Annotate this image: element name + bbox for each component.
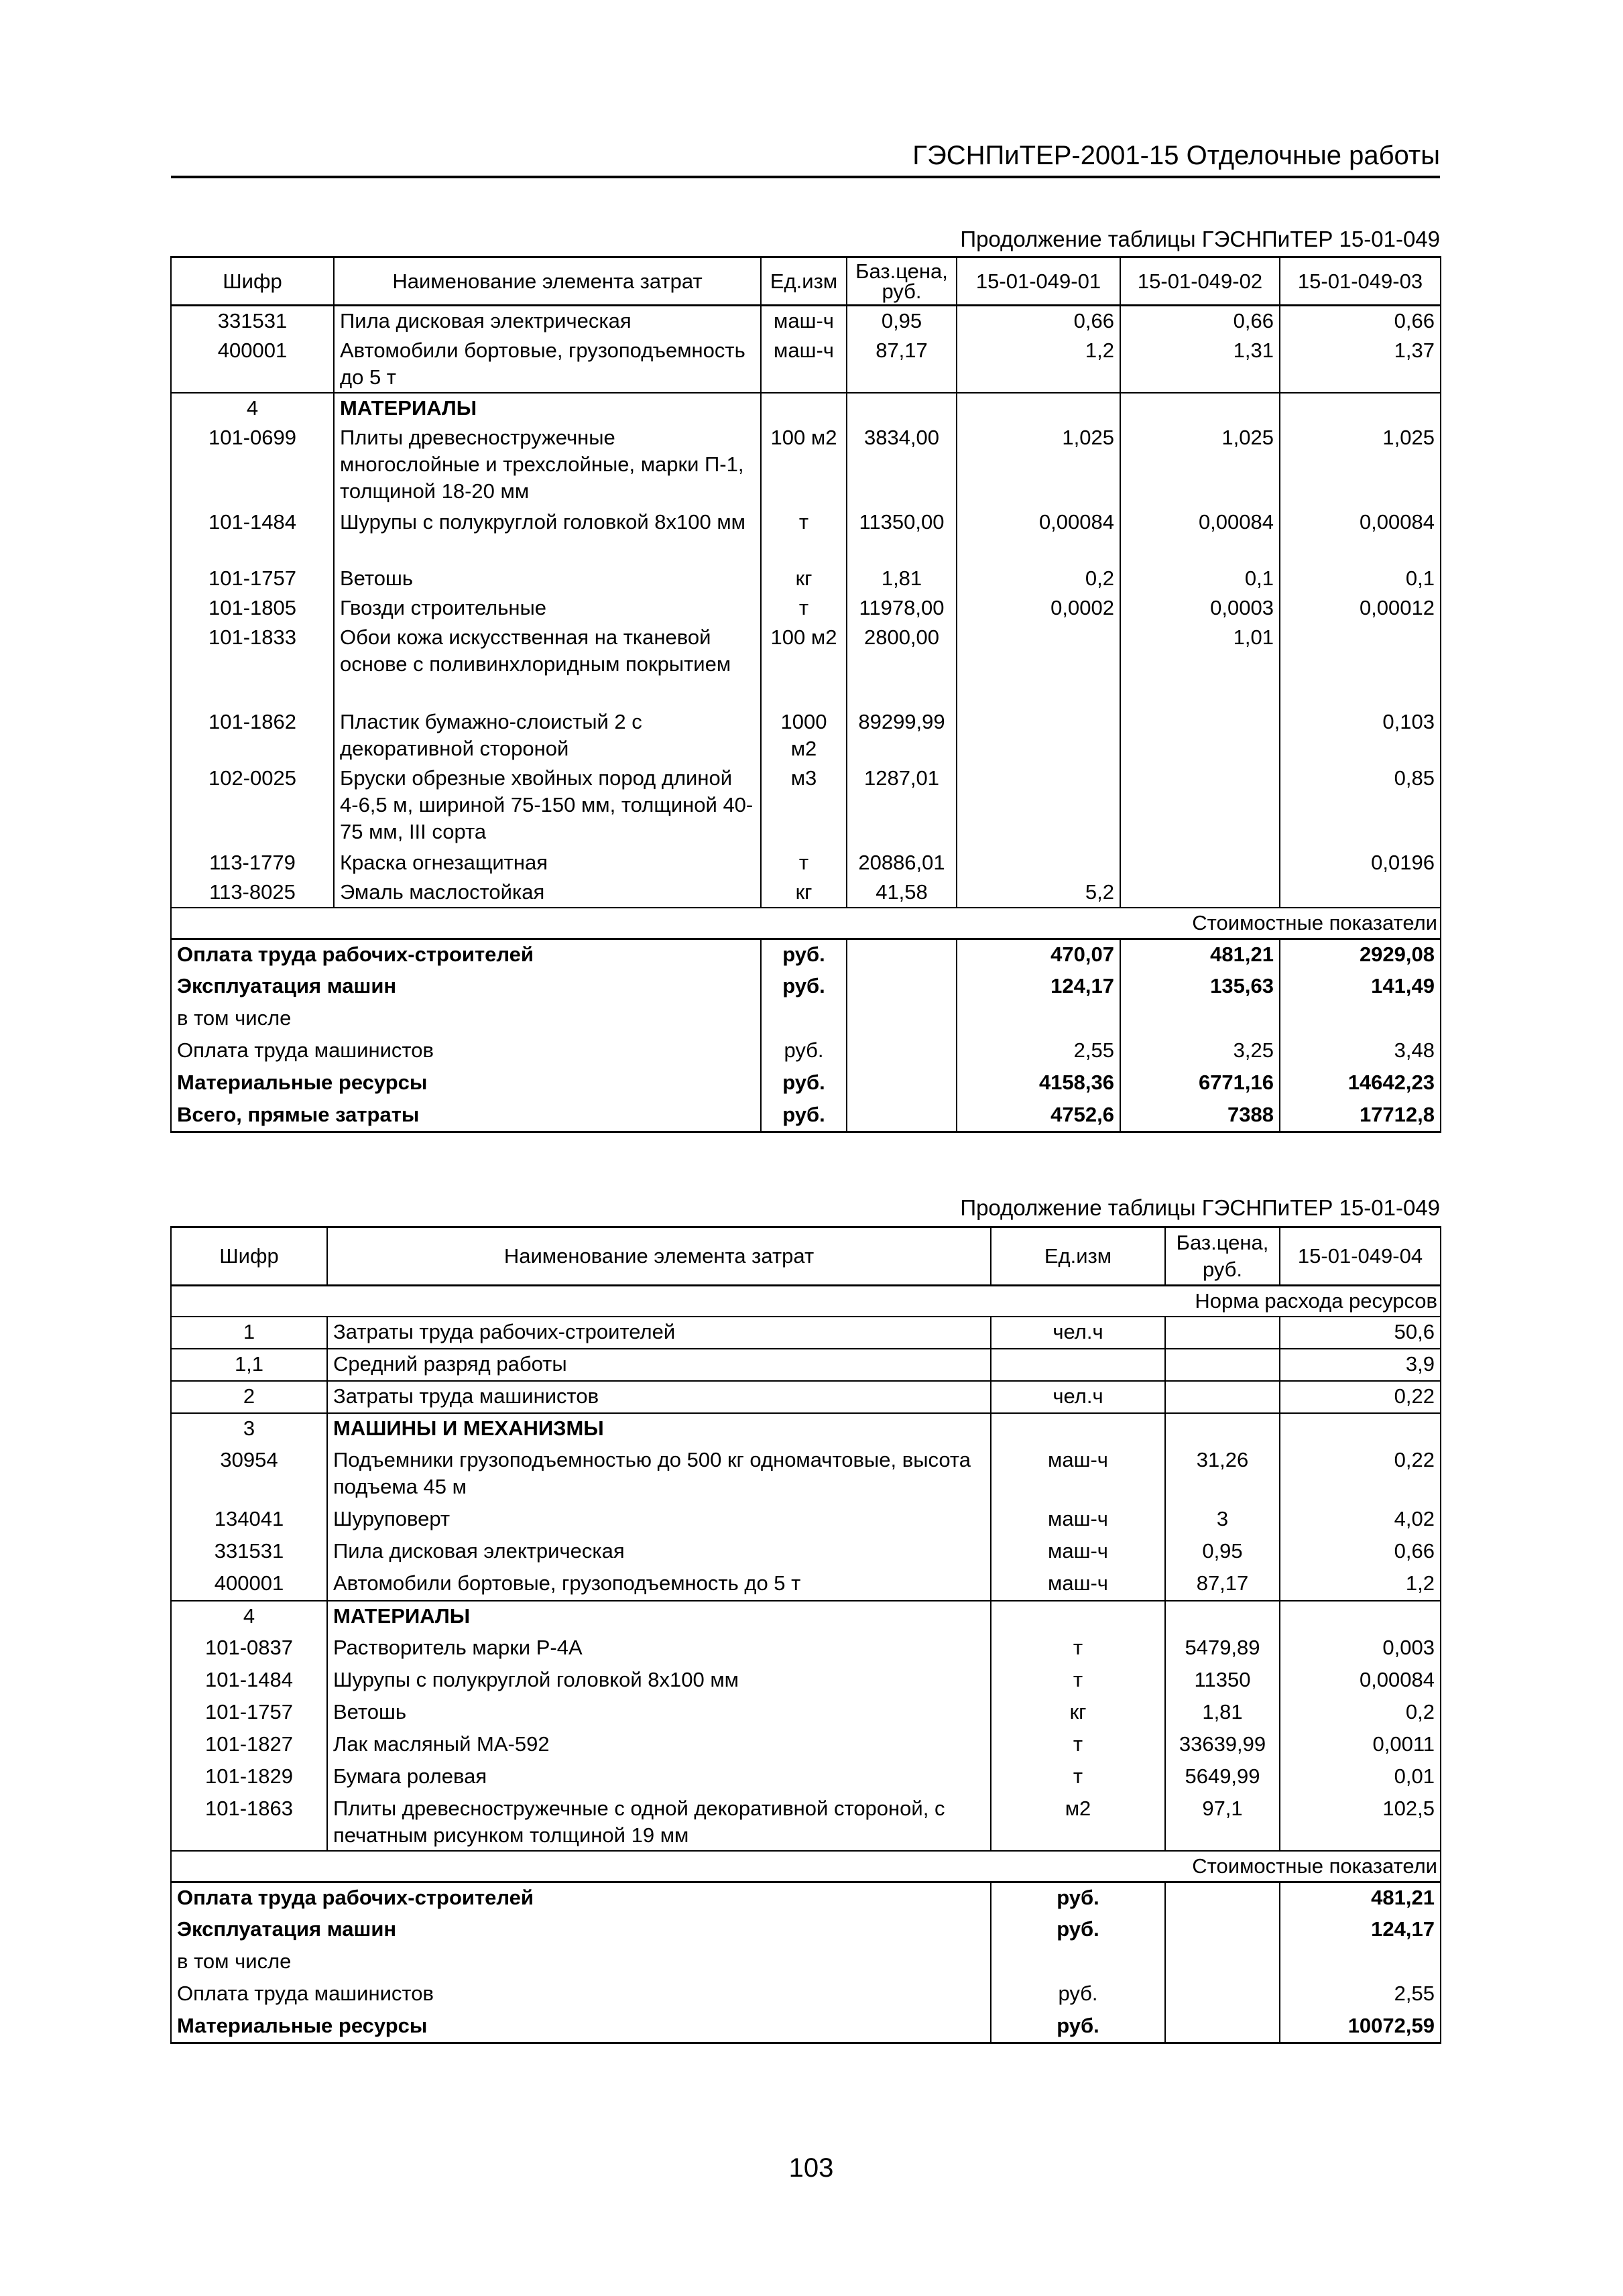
row-name: Автомобили бортовые, грузоподъемность до 5 т [327,1569,991,1601]
summary-value-01: 4752,6 [957,1100,1120,1132]
table-header-row [171,1227,1441,1286]
summary-price [847,1068,957,1100]
row-value-02: 1,31 [1120,336,1280,393]
row-price: 11978,00 [847,593,957,623]
row-name: Ветошь [334,564,761,593]
table-row [171,1349,1441,1381]
row-unit: т [991,1762,1165,1794]
row-name: Средний разряд работы [327,1349,991,1381]
row-value-03: 0,0196 [1280,848,1441,878]
row-price: 2800,00 [847,623,957,707]
row-code: 331531 [171,306,334,337]
row-code: 101-1827 [171,1730,327,1762]
table-row [171,423,1441,507]
row-code: 101-1863 [171,1794,327,1851]
row-price: 97,1 [1165,1794,1280,1851]
summary-unit: руб. [761,1100,847,1132]
row-unit [761,393,847,423]
row-value-02: 0,66 [1120,306,1280,337]
row-value-04: 102,5 [1280,1794,1441,1851]
cost-banner-row [171,908,1441,939]
row-value-03: 0,1 [1280,564,1441,593]
row-price: 0,95 [1165,1536,1280,1569]
row-value-04: 50,6 [1280,1317,1441,1349]
row-name: Бумага ролевая [327,1762,991,1794]
row-value-03: 0,66 [1280,306,1441,337]
summary-price [847,939,957,971]
row-unit [991,1349,1165,1381]
table-row [171,1536,1441,1569]
row-unit: маш-ч [991,1504,1165,1536]
table-row [171,1762,1441,1794]
row-value-04: 4,02 [1280,1504,1441,1536]
table-header-row [171,257,1441,306]
row-value-03: 1,025 [1280,423,1441,507]
summary-row [171,971,1441,1004]
summary-label: Оплата труда машинистов [171,1036,761,1068]
table-row [171,1601,1441,1633]
table-row [171,1413,1441,1445]
row-code: 101-1805 [171,593,334,623]
row-code: 400001 [171,336,334,393]
summary-row [171,1004,1441,1036]
row-unit: т [991,1633,1165,1665]
table-row [171,878,1441,908]
row-unit: кг [761,878,847,908]
row-name: Затраты труда машинистов [327,1381,991,1413]
row-price: 3834,00 [847,423,957,507]
table-row [171,306,1441,337]
row-value-01: 0,2 [957,564,1120,593]
row-code: 101-1484 [171,1665,327,1697]
row-value-03: 0,85 [1280,764,1441,848]
table2-caption: Продолжение таблицы ГЭСНПиТЕР 15-01-049 [960,1195,1440,1220]
row-value-04 [1280,1601,1441,1633]
row-value-03: 0,00084 [1280,507,1441,564]
summary-label: Эксплуатация машин [171,1915,991,1947]
row-value-04: 3,9 [1280,1349,1441,1381]
row-value-03: 1,37 [1280,336,1441,393]
col-header-price: Баз.цена, руб. [847,257,957,306]
row-price: 89299,99 [847,707,957,764]
col-header-name: Наименование элемента затрат [334,257,761,306]
row-name: Бруски обрезные хвойных пород длиной 4-6,5 м, шириной 75-150 мм, толщиной 40-75 мм, III сорта [334,764,761,848]
summary-value-03: 3,48 [1280,1036,1441,1068]
row-code: 113-1779 [171,848,334,878]
summary-price [847,1036,957,1068]
row-code: 3 [171,1413,327,1445]
summary-value-02 [1120,1004,1280,1036]
row-unit: т [761,593,847,623]
row-unit: маш-ч [991,1445,1165,1504]
row-unit: 100 м2 [761,423,847,507]
row-name: Плиты древесностружечные многослойные и трехслойные, марки П-1, толщиной 18-20 мм [334,423,761,507]
row-price: 87,17 [847,336,957,393]
summary-price [1165,2011,1280,2043]
row-value-04: 0,66 [1280,1536,1441,1569]
summary-row [171,1036,1441,1068]
summary-row [171,1915,1441,1947]
row-name: Шурупы с полукруглой головкой 8х100 мм [327,1665,991,1697]
table-row [171,593,1441,623]
row-value-01: 0,66 [957,306,1120,337]
summary-unit: руб. [991,1979,1165,2011]
row-value-03: 0,00012 [1280,593,1441,623]
col-header-15-01-049-02: 15-01-049-02 [1120,257,1280,306]
row-value-03 [1280,393,1441,423]
row-value-02 [1120,707,1280,764]
summary-value-04: 124,17 [1280,1915,1441,1947]
row-price: 1,81 [847,564,957,593]
row-code: 113-8025 [171,878,334,908]
row-price [1165,1381,1280,1413]
page-number: 103 [788,2153,834,2183]
table-row [171,1381,1441,1413]
summary-value-01: 4158,36 [957,1068,1120,1100]
row-name: Гвозди строительные [334,593,761,623]
summary-unit: руб. [991,1915,1165,1947]
row-value-01: 5,2 [957,878,1120,908]
table-row [171,623,1441,707]
row-value-01 [957,623,1120,707]
table-row [171,507,1441,564]
row-price: 33639,99 [1165,1730,1280,1762]
summary-label: в том числе [171,1947,991,1979]
row-unit: 100 м2 [761,623,847,707]
row-unit: м2 [991,1794,1165,1851]
cost-banner-row [171,1851,1441,1882]
row-unit: чел.ч [991,1317,1165,1349]
row-code: 101-1833 [171,623,334,707]
row-price: 41,58 [847,878,957,908]
table-row [171,1697,1441,1730]
row-price: 87,17 [1165,1569,1280,1601]
summary-unit [991,1947,1165,1979]
row-unit: кг [761,564,847,593]
summary-price [1165,1882,1280,1915]
row-value-01 [957,393,1120,423]
row-code: 101-1484 [171,507,334,564]
summary-value-04: 481,21 [1280,1882,1441,1915]
summary-value-02: 7388 [1120,1100,1280,1132]
row-unit: чел.ч [991,1381,1165,1413]
row-price: 0,95 [847,306,957,337]
summary-price [1165,1915,1280,1947]
row-unit: 1000 м2 [761,707,847,764]
table-row [171,1445,1441,1504]
table-row [171,707,1441,764]
row-value-03: 0,103 [1280,707,1441,764]
row-value-01: 0,00084 [957,507,1120,564]
row-unit: маш-ч [991,1536,1165,1569]
row-price: 11350,00 [847,507,957,564]
row-price: 31,26 [1165,1445,1280,1504]
col-header-unit: Ед.изм [761,257,847,306]
row-name: Шурупы с полукруглой головкой 8х100 мм [334,507,761,564]
row-code: 101-1829 [171,1762,327,1794]
summary-value-01: 124,17 [957,971,1120,1004]
col-header-15-01-049-04: 15-01-049-04 [1280,1227,1441,1286]
table-row [171,764,1441,848]
row-price: 11350 [1165,1665,1280,1697]
row-value-01 [957,707,1120,764]
col-header-15-01-049-03: 15-01-049-03 [1280,257,1441,306]
norm-banner-row [171,1286,1441,1317]
row-unit: т [761,848,847,878]
row-name: Эмаль маслостойкая [334,878,761,908]
row-code: 4 [171,1601,327,1633]
row-price: 1,81 [1165,1697,1280,1730]
table-row [171,1794,1441,1851]
row-name: Лак масляный МА-592 [327,1730,991,1762]
row-price: 5649,99 [1165,1762,1280,1794]
row-name: МАТЕРИАЛЫ [334,393,761,423]
summary-value-03: 14642,23 [1280,1068,1441,1100]
row-name: Шуруповерт [327,1504,991,1536]
summary-row [171,1068,1441,1100]
summary-unit [761,1004,847,1036]
row-value-04 [1280,1413,1441,1445]
row-unit: маш-ч [991,1569,1165,1601]
row-value-02 [1120,848,1280,878]
norm-banner: Норма расхода ресурсов [171,1286,1441,1317]
table-row [171,393,1441,423]
summary-row [171,939,1441,971]
row-code: 1 [171,1317,327,1349]
table-row [171,1633,1441,1665]
row-name: Пила дисковая электрическая [334,306,761,337]
summary-unit: руб. [991,2011,1165,2043]
table-row [171,1317,1441,1349]
row-price [1165,1317,1280,1349]
summary-unit: руб. [761,1036,847,1068]
col-header-code: Шифр [171,257,334,306]
summary-label: Всего, прямые затраты [171,1100,761,1132]
row-code: 400001 [171,1569,327,1601]
row-unit: маш-ч [761,306,847,337]
row-unit [991,1601,1165,1633]
running-header: ГЭСНПиТЕР-2001-15 Отделочные работы [912,141,1440,170]
summary-value-02: 3,25 [1120,1036,1280,1068]
summary-value-01: 470,07 [957,939,1120,971]
row-unit: т [761,507,847,564]
row-code: 2 [171,1381,327,1413]
summary-label: Эксплуатация машин [171,971,761,1004]
summary-value-04: 10072,59 [1280,2011,1441,2043]
row-unit: кг [991,1697,1165,1730]
row-value-03 [1280,878,1441,908]
summary-unit: руб. [761,1068,847,1100]
summary-value-03 [1280,1004,1441,1036]
summary-value-03: 17712,8 [1280,1100,1441,1132]
summary-price [1165,1947,1280,1979]
row-value-02 [1120,393,1280,423]
row-value-04: 0,22 [1280,1445,1441,1504]
summary-row [171,1100,1441,1132]
row-value-04: 0,003 [1280,1633,1441,1665]
row-unit: т [991,1730,1165,1762]
summary-label: в том числе [171,1004,761,1036]
summary-row [171,1882,1441,1915]
row-value-02 [1120,878,1280,908]
summary-price [847,1100,957,1132]
row-name: Плиты древесностружечные с одной декоративной стороной, с печатным рисунком толщиной 19 мм [327,1794,991,1851]
row-code: 1,1 [171,1349,327,1381]
header-rule [171,176,1440,178]
col-header-name: Наименование элемента затрат [327,1227,991,1286]
row-value-02: 1,01 [1120,623,1280,707]
row-name: Обои кожа искусственная на тканевой основе с поливинхлоридным покрытием [334,623,761,707]
summary-price [1165,1979,1280,2011]
summary-row [171,2011,1441,2043]
summary-unit: руб. [761,971,847,1004]
summary-value-02: 135,63 [1120,971,1280,1004]
row-price [1165,1413,1280,1445]
summary-value-04 [1280,1947,1441,1979]
cost-banner: Стоимостные показатели [171,1851,1441,1882]
col-header-unit: Ед.изм [991,1227,1165,1286]
row-price: 5479,89 [1165,1633,1280,1665]
row-name: Подъемники грузоподъемностью до 500 кг одномачтовые, высота подъема 45 м [327,1445,991,1504]
row-code: 101-0699 [171,423,334,507]
col-header-15-01-049-01: 15-01-049-01 [957,257,1120,306]
row-unit: м3 [761,764,847,848]
row-value-02: 0,0003 [1120,593,1280,623]
summary-value-01: 2,55 [957,1036,1120,1068]
row-price [847,393,957,423]
row-value-02: 0,1 [1120,564,1280,593]
table-row [171,564,1441,593]
row-value-01: 1,2 [957,336,1120,393]
row-unit: т [991,1665,1165,1697]
summary-label: Материальные ресурсы [171,2011,991,2043]
row-name: МАТЕРИАЛЫ [327,1601,991,1633]
row-value-04: 0,01 [1280,1762,1441,1794]
row-name: Автомобили бортовые, грузоподъемность до 5 т [334,336,761,393]
row-value-04: 0,2 [1280,1697,1441,1730]
table1-caption: Продолжение таблицы ГЭСНПиТЕР 15-01-049 [960,227,1440,251]
row-price: 20886,01 [847,848,957,878]
summary-label: Материальные ресурсы [171,1068,761,1100]
row-value-03 [1280,623,1441,707]
row-unit: маш-ч [761,336,847,393]
table-row [171,848,1441,878]
row-value-02: 1,025 [1120,423,1280,507]
table-row [171,1504,1441,1536]
summary-value-04: 2,55 [1280,1979,1441,2011]
summary-value-02: 6771,16 [1120,1068,1280,1100]
summary-row [171,1947,1441,1979]
row-value-04: 0,22 [1280,1381,1441,1413]
cost-banner: Стоимостные показатели [171,908,1441,939]
summary-price [847,971,957,1004]
summary-row [171,1979,1441,2011]
table-row [171,1730,1441,1762]
summary-value-03: 2929,08 [1280,939,1441,971]
row-price: 3 [1165,1504,1280,1536]
cost-table-1 [170,256,1441,1133]
table-row [171,336,1441,393]
table-row [171,1665,1441,1697]
summary-value-01 [957,1004,1120,1036]
row-value-04: 1,2 [1280,1569,1441,1601]
row-code: 4 [171,393,334,423]
row-value-01 [957,848,1120,878]
row-name: Затраты труда рабочих-строителей [327,1317,991,1349]
row-code: 101-1757 [171,1697,327,1730]
row-price [1165,1349,1280,1381]
row-code: 331531 [171,1536,327,1569]
row-value-01: 0,0002 [957,593,1120,623]
summary-unit: руб. [761,939,847,971]
row-value-04: 0,0011 [1280,1730,1441,1762]
summary-label: Оплата труда рабочих-строителей [171,1882,991,1915]
row-value-02: 0,00084 [1120,507,1280,564]
row-value-01: 1,025 [957,423,1120,507]
row-code: 101-1862 [171,707,334,764]
summary-value-02: 481,21 [1120,939,1280,971]
summary-unit: руб. [991,1882,1165,1915]
row-price [1165,1601,1280,1633]
row-unit [991,1413,1165,1445]
row-name: Пластик бумажно-слоистый 2 с декоративной стороной [334,707,761,764]
row-name: МАШИНЫ И МЕХАНИЗМЫ [327,1413,991,1445]
col-header-price: Баз.цена, руб. [1165,1227,1280,1286]
summary-value-03: 141,49 [1280,971,1441,1004]
summary-label: Оплата труда рабочих-строителей [171,939,761,971]
row-value-02 [1120,764,1280,848]
table-row [171,1569,1441,1601]
row-value-01 [957,764,1120,848]
cost-table-2 [170,1226,1441,2044]
row-code: 101-1757 [171,564,334,593]
row-code: 102-0025 [171,764,334,848]
col-header-code: Шифр [171,1227,327,1286]
row-price: 1287,01 [847,764,957,848]
row-name: Краска огнезащитная [334,848,761,878]
row-code: 101-0837 [171,1633,327,1665]
row-name: Растворитель марки Р-4А [327,1633,991,1665]
row-name: Пила дисковая электрическая [327,1536,991,1569]
row-code: 134041 [171,1504,327,1536]
row-name: Ветошь [327,1697,991,1730]
summary-price [847,1004,957,1036]
row-code: 30954 [171,1445,327,1504]
summary-label: Оплата труда машинистов [171,1979,991,2011]
row-value-04: 0,00084 [1280,1665,1441,1697]
